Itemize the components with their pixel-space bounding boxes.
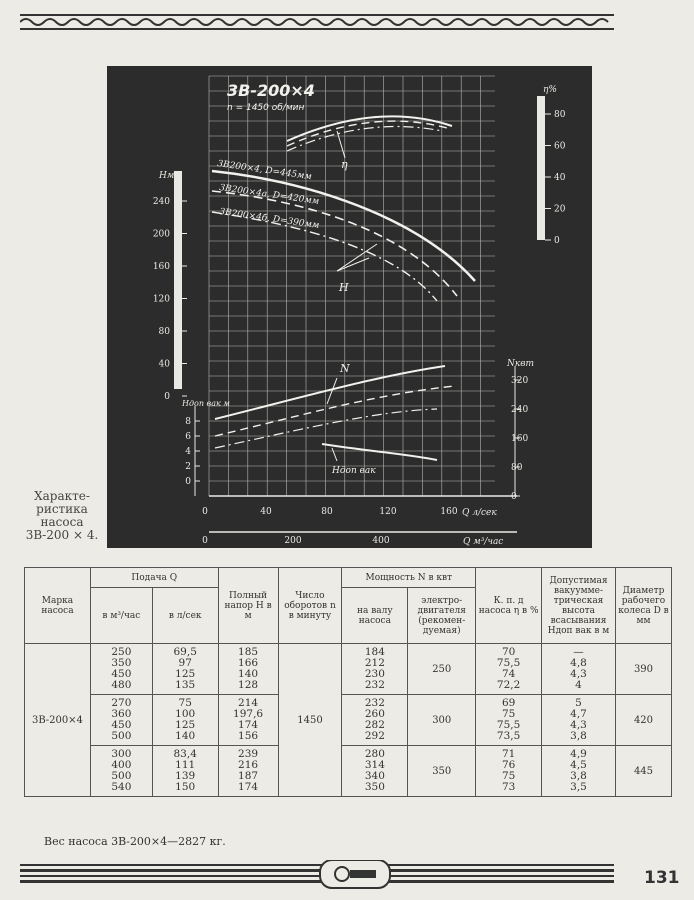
x-ls-tick-label: 0	[202, 507, 208, 517]
flow-ls-cell: 83,4 111 139 150	[152, 746, 218, 797]
flow-m3-cell: 250 350 450 480	[90, 644, 152, 695]
speed-label: n = 1450 об/мин	[227, 103, 305, 113]
efficiency-axis-title: η%	[543, 85, 557, 95]
head-curve-420	[212, 191, 457, 296]
diameter-cell: 420	[615, 695, 671, 746]
vacuum-cell: — 4,8 4,3 4	[542, 644, 616, 695]
page-number: 131	[644, 868, 680, 888]
eta-leader-line	[337, 131, 345, 158]
motor-power-cell: 250	[408, 644, 476, 695]
table-row	[25, 695, 672, 746]
efficiency-tick-label: 0	[554, 236, 560, 246]
flow-ls-cell: 69,5 97 125 135	[152, 644, 218, 695]
power-tick-label: 240	[511, 405, 529, 415]
head-axis-title: Hм	[159, 171, 175, 181]
flow-ls-cell: 75 100 125 140	[152, 695, 218, 746]
header-flow-ls: в л/сек	[152, 588, 218, 644]
efficiency-cell: 71 76 75 73	[476, 746, 542, 797]
header-power: Мощность N в квт	[342, 568, 476, 588]
efficiency-cell: 69 75 75,5 73,5	[476, 695, 542, 746]
head-tick-label: 240	[152, 197, 170, 207]
power-curve-390	[215, 409, 437, 448]
x-m3-axis-title: Q м³/час	[463, 537, 504, 547]
table-row	[25, 746, 672, 797]
efficiency-tick-label: 20	[554, 204, 566, 215]
head-tick-label: 80	[158, 327, 170, 337]
flow-m3-cell: 270 360 450 500	[90, 695, 152, 746]
top-ornament-border	[20, 14, 614, 30]
header-flow: Подача Q	[90, 568, 218, 588]
head-cell: 214 197,6 174 156	[218, 695, 278, 746]
shaft-power-cell: 184 212 230 232	[342, 644, 408, 695]
header-efficiency: К. п. д насоса η в %	[476, 568, 542, 644]
head-scale-bar	[174, 171, 182, 389]
x-m3-tick-label: 200	[284, 536, 302, 546]
hvac-axis-title: Hдоп вак м	[182, 399, 230, 408]
efficiency-tick-label: 80	[554, 110, 566, 120]
shaft-power-cell: 280 314 340 350	[342, 746, 408, 797]
efficiency-cell: 70 75,5 74 72,2	[476, 644, 542, 695]
power-tick-label: 320	[511, 376, 529, 386]
power-tick-label: 160	[511, 434, 529, 444]
figure-caption: Характе- ристика насоса 3В-200 × 4.	[25, 489, 99, 542]
head-tick-label: 120	[152, 294, 170, 305]
x-ls-axis-title: Q л/сек	[462, 508, 497, 518]
header-vacuum: Допустимая вакуумме-трическая высота всасывания Hдоп вак в м	[542, 568, 616, 644]
diameter-cell: 390	[615, 644, 671, 695]
head-cell: 239 216 187 174	[218, 746, 278, 797]
pump-data-table	[24, 567, 672, 832]
hvac-tick-label: 8	[185, 417, 191, 427]
efficiency-tick-label: 60	[554, 141, 566, 152]
hvac-annotation: Hдоп вак	[332, 466, 376, 476]
power-curve-420	[215, 386, 455, 436]
n-annotation: N	[340, 362, 350, 375]
head-tick-label: 0	[164, 392, 170, 402]
curve-label-445: 3В200×4, D=445мм	[216, 159, 313, 183]
vacuum-cell: 4,9 4,5 3,8 3,5	[542, 746, 616, 797]
head-tick-label: 200	[152, 229, 170, 240]
pump-brand-cell: 3В-200×4	[25, 644, 91, 797]
shaft-power-cell: 232 260 282 292	[342, 695, 408, 746]
eta-curve-420	[287, 121, 447, 146]
flow-m3-cell: 300 400 500 540	[90, 746, 152, 797]
power-axis-title: Nквт	[507, 359, 535, 369]
diameter-cell: 445	[615, 746, 671, 797]
x-m3-tick-label: 400	[372, 536, 390, 546]
x-ls-tick-label: 120	[379, 507, 397, 517]
vacuum-curve	[322, 444, 437, 460]
motor-power-cell: 300	[408, 695, 476, 746]
power-tick-label: 0	[511, 492, 517, 502]
hvac-tick-label: 4	[185, 447, 191, 457]
curve-label-420: 3В200×4а, D=420мм	[218, 183, 320, 207]
efficiency-scale-bar	[537, 96, 545, 240]
rpm-cell: 1450	[278, 644, 342, 797]
pump-title: 3В-200×4	[227, 81, 315, 100]
x-ls-tick-label: 80	[321, 507, 333, 517]
hvac-tick-label: 6	[185, 432, 191, 442]
header-brand: Марка насоса	[25, 568, 91, 644]
header-power-shaft: на валу насоса	[342, 588, 408, 644]
hvac-tick-label: 2	[185, 462, 191, 472]
table-row	[25, 644, 672, 695]
head-tick-label: 160	[152, 262, 170, 272]
power-tick-label: 80	[511, 463, 523, 473]
motor-power-cell: 350	[408, 746, 476, 797]
header-power-motor: электро-двигателя (рекомен-дуемая)	[408, 588, 476, 644]
head-tick-label: 40	[158, 359, 170, 370]
h-annotation: H	[339, 281, 349, 294]
hvac-tick-label: 0	[185, 477, 191, 487]
header-rpm: Число оборотов n в минуту	[278, 568, 342, 644]
hvac-leader-line	[332, 448, 337, 461]
efficiency-tick-label: 40	[554, 173, 566, 183]
x-ls-tick-label: 160	[440, 507, 458, 517]
header-head: Полный напор H в м	[218, 568, 278, 644]
chart-grid	[209, 76, 495, 496]
eta-annotation: η	[341, 158, 348, 171]
header-diameter: Диаметр рабочего колеса D в мм	[615, 568, 671, 644]
curve-label-390: 3В200×4б, D=390мм	[218, 207, 320, 232]
head-cell: 185 166 140 128	[218, 644, 278, 695]
bottom-ornament-border	[20, 860, 614, 890]
x-ls-tick-label: 40	[260, 507, 272, 517]
pump-characteristic-figure	[107, 66, 592, 548]
header-flow-m3: в м³/час	[90, 588, 152, 644]
vacuum-cell: 5 4,7 4,3 3,8	[542, 695, 616, 746]
pump-weight-note: Вес насоса 3В-200×4—2827 кг.	[44, 835, 226, 848]
x-m3-tick-label: 0	[202, 536, 208, 546]
